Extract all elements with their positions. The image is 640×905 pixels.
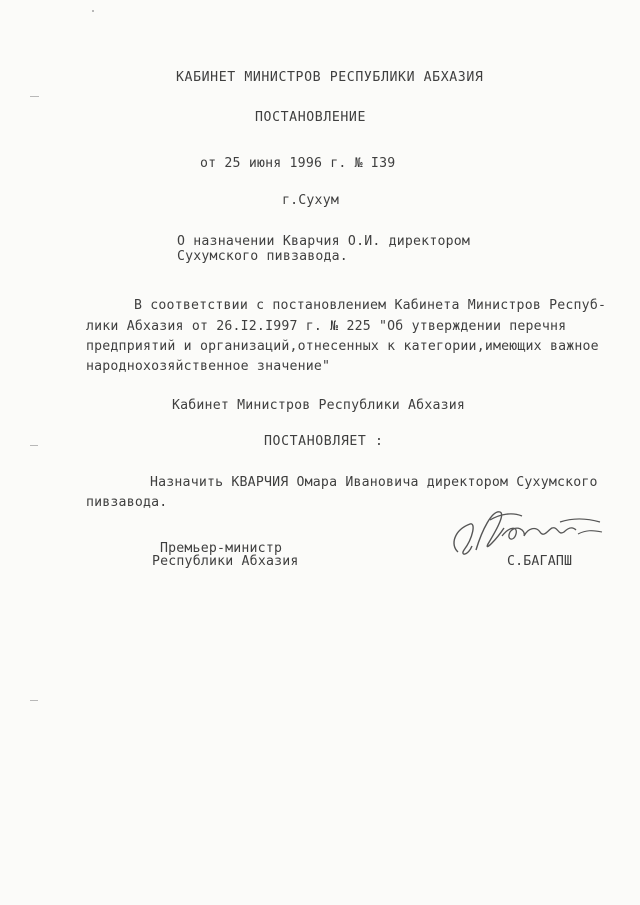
body-line-4: народнохозяйственное значение": [86, 359, 331, 374]
punch-mark: [30, 445, 38, 446]
punch-mark: [30, 96, 39, 97]
document-type: ПОСТАНОВЛЕНИЕ: [255, 110, 367, 125]
document-date-number: от 25 июня 1996 г. № I39: [200, 156, 396, 171]
body-line-1: В соответствии с постановлением Кабинета Министров Респуб-: [134, 298, 607, 313]
scan-speck: [92, 10, 94, 12]
subject-line-1: О назначении Кварчия О.И. директором: [177, 234, 471, 249]
order-line-1: Назначить КВАРЧИЯ Омара Ивановича директором Сухумского: [150, 475, 598, 490]
organization-title: КАБИНЕТ МИНИСТРОВ РЕСПУБЛИКИ АБХАЗИЯ: [176, 70, 484, 85]
body-line-3: предприятий и организаций,отнесенных к категории,имеющих важное: [86, 339, 599, 354]
punch-mark: [30, 700, 38, 701]
document-city: г.Сухум: [282, 193, 339, 208]
body-line-2: лики Абхазия от 26.I2.I997 г. № 225 "Об утверждении перечня: [86, 319, 567, 334]
signatory-title-line-1: Премьер-министр: [160, 541, 283, 556]
cabinet-line: Кабинет Министров Республики Абхазия: [172, 398, 466, 413]
decree-line: ПОСТАНОВЛЯЕТ :: [264, 434, 384, 449]
order-line-2: пивзавода.: [86, 495, 168, 510]
signatory-title-line-2: Республики Абхазия: [152, 554, 299, 569]
subject-line-2: Сухумского пивзавода.: [177, 249, 348, 264]
signatory-name: С.БАГАПШ: [507, 554, 573, 569]
